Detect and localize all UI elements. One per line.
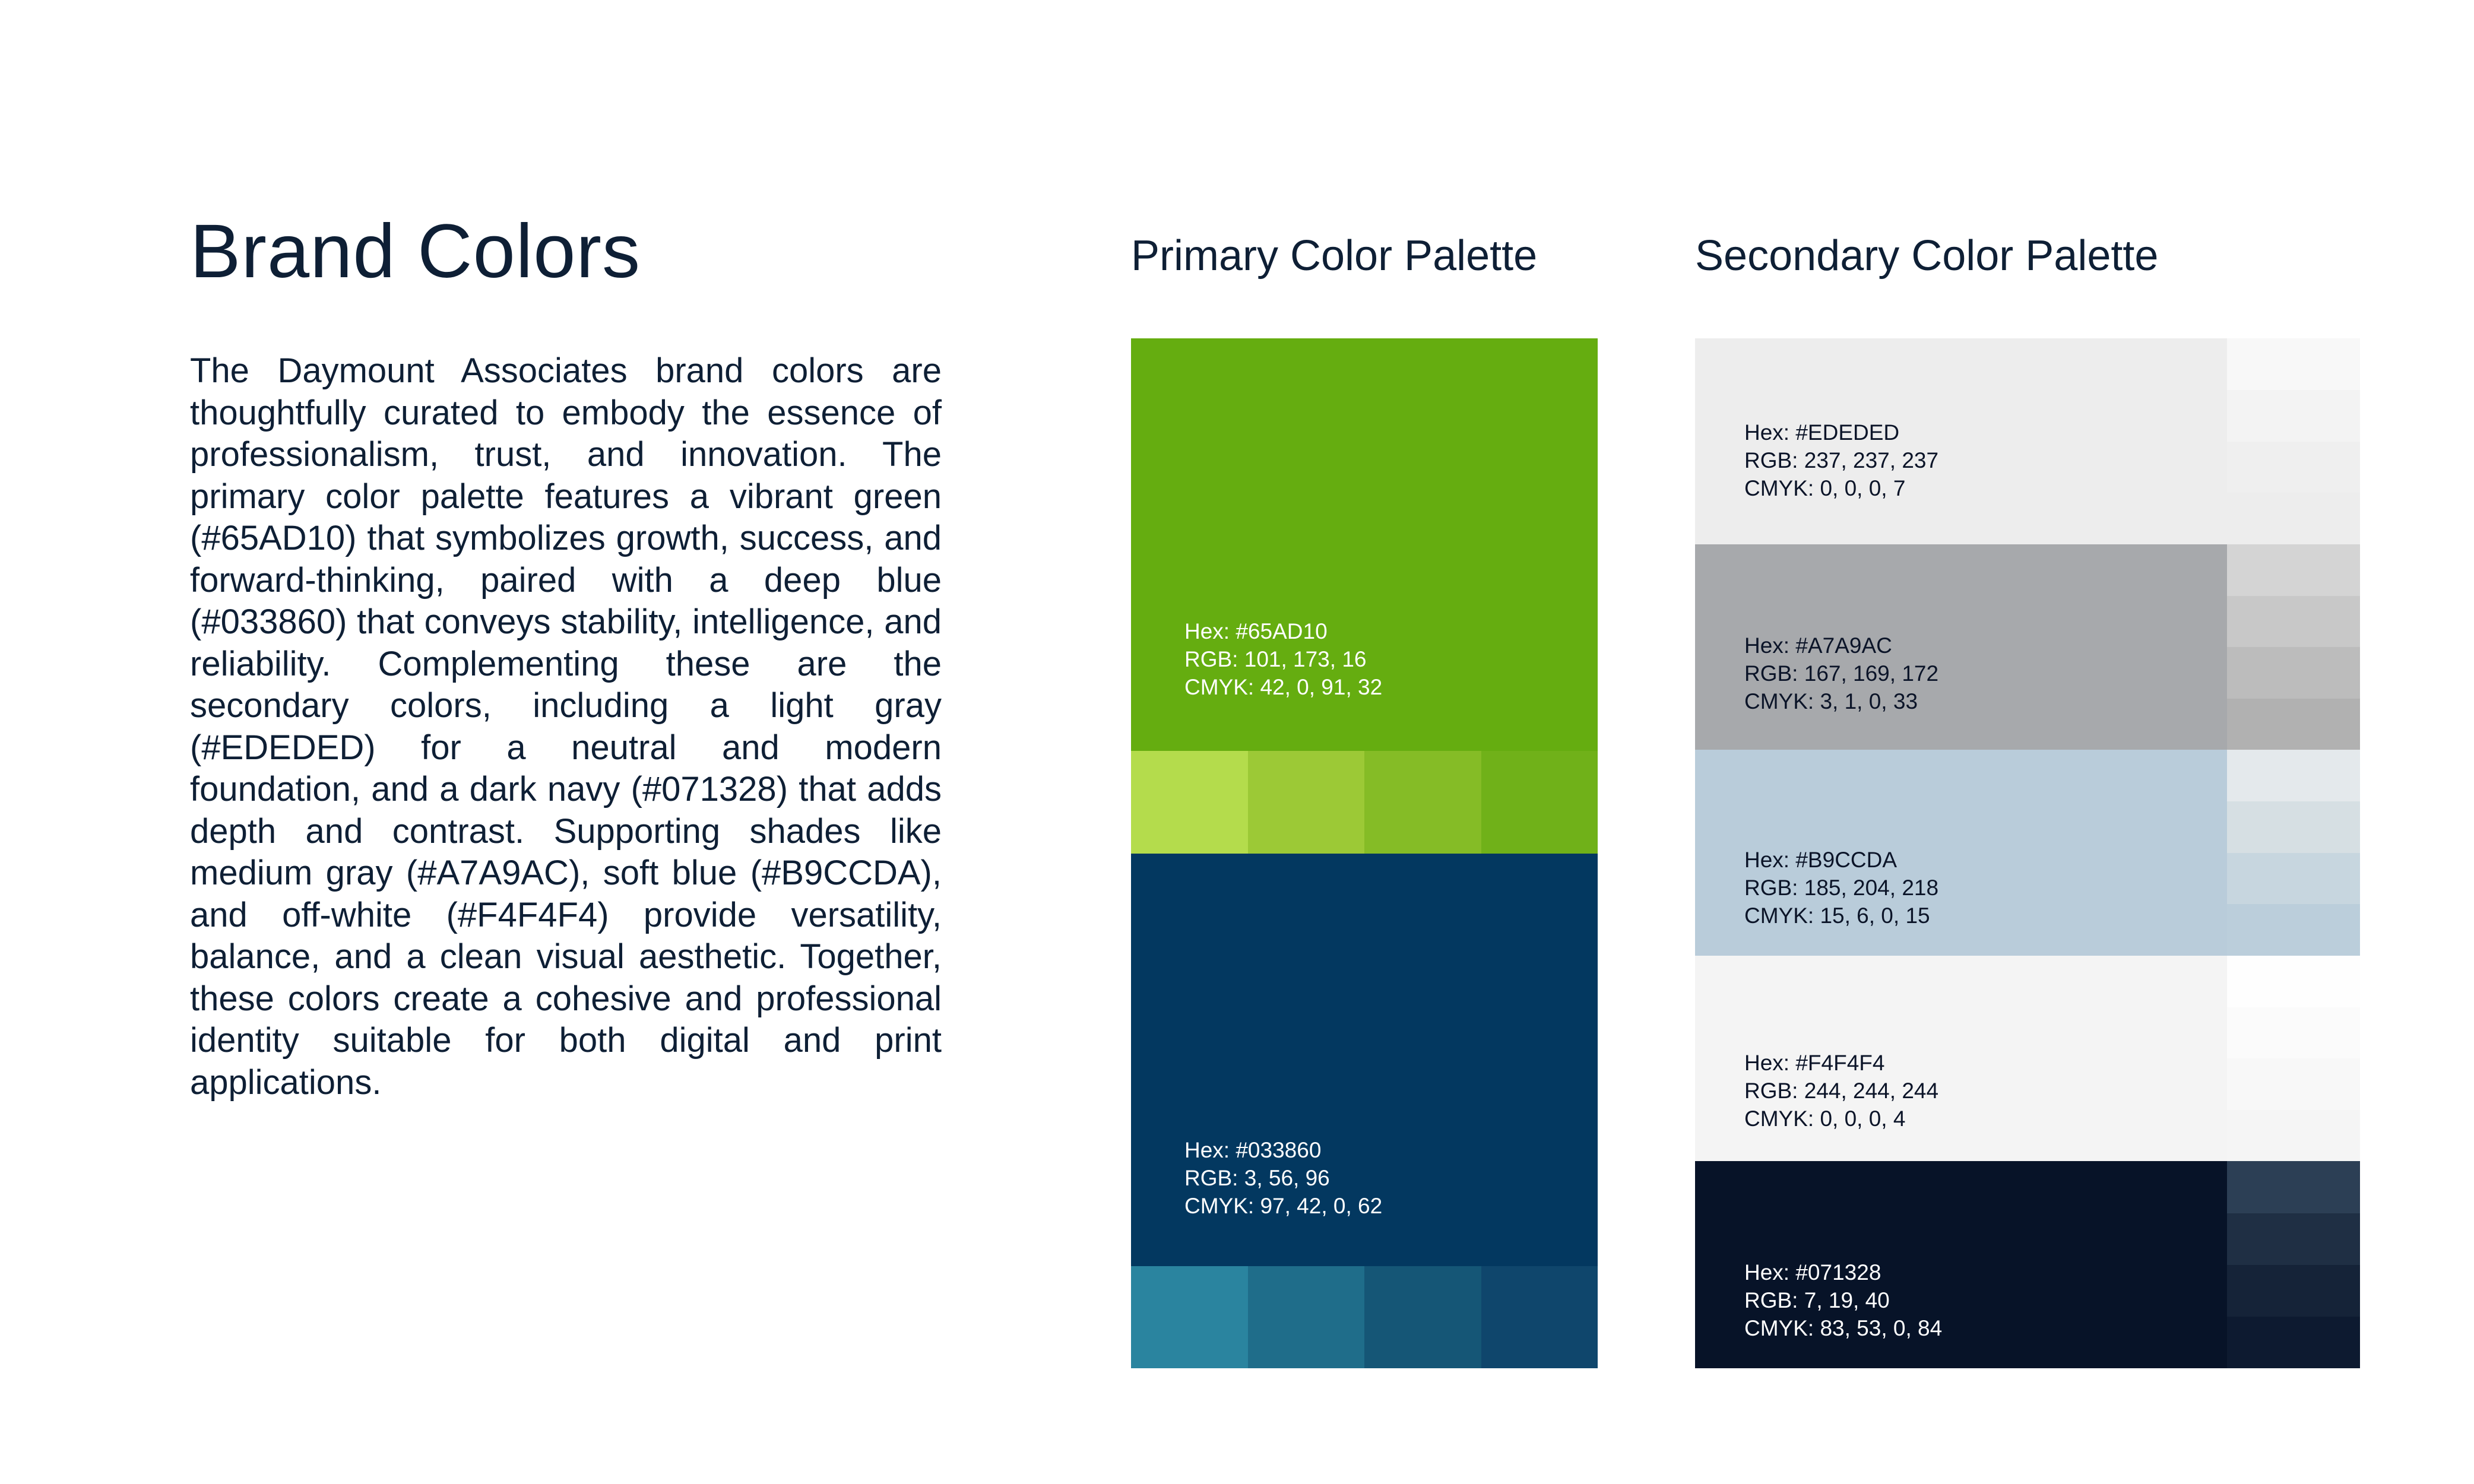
secondary-off-white-tint xyxy=(2227,1058,2360,1110)
primary-green-tint xyxy=(1481,751,1598,854)
swatch-rgb-label: RGB: 185, 204, 218 xyxy=(1744,876,1939,900)
secondary-dark-navy-tint xyxy=(2227,1317,2360,1368)
brand-description: The Daymount Associates brand colors are thoughtfully curated to embody the essence of professionalism, trust, and innovation. The primary color palette features a vibrant green (#65AD10) that symbolizes growth, success, and forward-thinking, paired with a deep blue (#033860) that conveys stability, intelligence, and reliability. Complementing these are the secondary colors, including a light gray (#EDEDED) for a neutral and modern foundation, and a dark navy (#071328) that adds depth and contrast. Supporting shades like medium gray (#A7A9AC), soft blue (#B9CCDA), and off-white (#F4F4F4) provide versatility, balance, and a clean visual aesthetic. Together, these colors create a cohesive and professional identity suitable for both digital and print applications. xyxy=(190,351,942,1102)
swatch-cmyk-label: CMYK: 83, 53, 0, 84 xyxy=(1744,1316,1943,1340)
primary-blue-tint xyxy=(1481,1266,1598,1368)
secondary-swatch-off-white xyxy=(1695,956,2227,1161)
primary-green-tint xyxy=(1131,751,1248,854)
secondary-light-gray-tint xyxy=(2227,493,2360,544)
swatch-cmyk-label: CMYK: 0, 0, 0, 4 xyxy=(1744,1106,1906,1131)
secondary-dark-navy-tint xyxy=(2227,1265,2360,1317)
primary-green-tint xyxy=(1248,751,1364,854)
swatch-hex-label: Hex: #EDEDED xyxy=(1744,420,1900,445)
primary-palette-title: Primary Color Palette xyxy=(1131,232,1538,280)
primary-blue-tint xyxy=(1364,1266,1481,1368)
swatch-rgb-label: RGB: 237, 237, 237 xyxy=(1744,448,1939,473)
primary-swatch-blue xyxy=(1131,854,1598,1266)
swatch-cmyk-label: CMYK: 15, 6, 0, 15 xyxy=(1744,903,1930,928)
swatch-hex-label: Hex: #071328 xyxy=(1744,1260,1881,1285)
secondary-light-gray-tint xyxy=(2227,442,2360,493)
secondary-soft-blue-tint xyxy=(2227,801,2360,853)
swatch-rgb-label: RGB: 3, 56, 96 xyxy=(1184,1166,1330,1190)
swatch-hex-label: Hex: #B9CCDA xyxy=(1744,848,1898,872)
swatch-hex-label: Hex: #033860 xyxy=(1184,1138,1322,1162)
secondary-off-white-tint xyxy=(2227,1110,2360,1161)
swatch-rgb-label: RGB: 244, 244, 244 xyxy=(1744,1079,1939,1103)
swatch-hex-label: Hex: #65AD10 xyxy=(1184,619,1328,643)
secondary-medium-gray-tint xyxy=(2227,647,2360,699)
swatch-cmyk-label: CMYK: 3, 1, 0, 33 xyxy=(1744,689,1918,714)
primary-swatch-green xyxy=(1131,338,1598,751)
swatch-rgb-label: RGB: 101, 173, 16 xyxy=(1184,647,1367,671)
swatch-hex-label: Hex: #A7A9AC xyxy=(1744,633,1892,658)
secondary-swatch-light-gray xyxy=(1695,338,2227,544)
secondary-swatch-soft-blue xyxy=(1695,750,2227,956)
primary-green-tint xyxy=(1364,751,1481,854)
secondary-soft-blue-tint xyxy=(2227,904,2360,956)
secondary-off-white-tint xyxy=(2227,1007,2360,1058)
secondary-off-white-tint xyxy=(2227,956,2360,1007)
secondary-palette-title: Secondary Color Palette xyxy=(1695,232,2159,280)
secondary-soft-blue-tint xyxy=(2227,853,2360,904)
primary-blue-tint xyxy=(1131,1266,1248,1368)
swatch-cmyk-label: CMYK: 42, 0, 91, 32 xyxy=(1184,675,1383,699)
secondary-light-gray-tint xyxy=(2227,338,2360,390)
secondary-light-gray-tint xyxy=(2227,390,2360,442)
secondary-swatch-dark-navy xyxy=(1695,1161,2227,1368)
swatch-rgb-label: RGB: 167, 169, 172 xyxy=(1744,661,1939,686)
swatch-cmyk-label: CMYK: 97, 42, 0, 62 xyxy=(1184,1194,1383,1218)
page-title: Brand Colors xyxy=(190,209,641,294)
secondary-swatch-medium-gray xyxy=(1695,544,2227,750)
secondary-medium-gray-tint xyxy=(2227,596,2360,647)
secondary-medium-gray-tint xyxy=(2227,699,2360,750)
secondary-soft-blue-tint xyxy=(2227,750,2360,801)
primary-blue-tint xyxy=(1248,1266,1364,1368)
swatch-hex-label: Hex: #F4F4F4 xyxy=(1744,1051,1885,1075)
secondary-medium-gray-tint xyxy=(2227,544,2360,596)
secondary-dark-navy-tint xyxy=(2227,1161,2360,1213)
swatch-rgb-label: RGB: 7, 19, 40 xyxy=(1744,1288,1890,1312)
secondary-dark-navy-tint xyxy=(2227,1213,2360,1265)
swatch-cmyk-label: CMYK: 0, 0, 0, 7 xyxy=(1744,476,1906,500)
